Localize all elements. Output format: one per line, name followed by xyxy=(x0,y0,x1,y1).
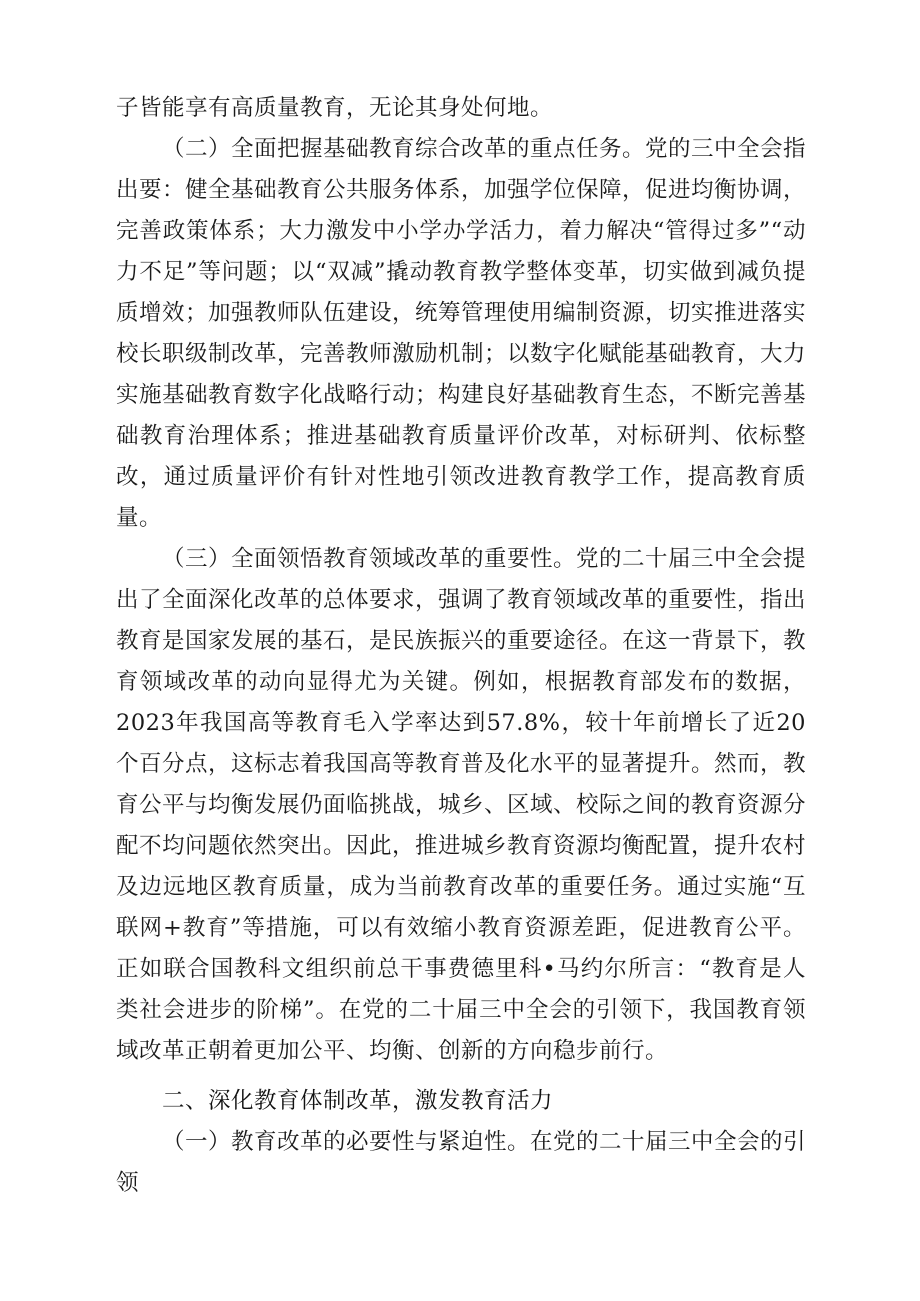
paragraph-reform-necessity: （一）教育改革的必要性与紧迫性。在党的二十届三中全会的引领 xyxy=(116,1129,807,1196)
paragraph-key-tasks: （二）全面把握基础教育综合改革的重点任务。党的三中全会指出要：健全基础教育公共服务体系，加强学位保障，促进均衡协调，完善政策体系；大力激发中小学办学活力，着力解决“管得过多”“动力不足”等问题；以“双减”撬动教育教学整体变革，切实做到减负提质增效；加强教师队伍建设，统筹管理使用编制资源，切实推进落实校长职级制改革，完善教师激励机制；以数字化赋能基础教育，大力实施基础教育数字化战略行动；构建良好基础教育生态，不断完善基础教育治理体系；推进基础教育质量评价改革，对标研判、依标整改，通过质量评价有针对性地引领改进教育教学工作，提高教育质量。 xyxy=(116,136,807,531)
paragraph-continued: 子皆能享有高质量教育，无论其身处何地。 xyxy=(116,95,554,121)
document-body xyxy=(116,88,806,1204)
paragraph-reform-importance: （三）全面领悟教育领域改革的重要性。党的二十届三中全会提出了全面深化改革的总体要求，强调了教育领域改革的重要性，指出教育是国家发展的基石，是民族振兴的重要途径。在这一背景下，教育领域改革的动向显得尤为关键。例如，根据教育部发布的数据，2023年我国高等教育毛入学率达到57.8%，较十年前增长了近20个百分点，这标志着我国高等教育普及化水平的显著提升。然而，教育公平与均衡发展仍面临挑战，城乡、区域、校际之间的教育资源分配不均问题依然突出。因此，推进城乡教育资源均衡配置，提升农村及边远地区教育质量，成为当前教育改革的重要任务。通过实施“互联网+教育”等措施，可以有效缩小教育资源差距，促进教育公平。正如联合国教科文组织前总干事费德里科•马约尔所言：“教育是人类社会进步的阶梯”。在党的二十届三中全会的引领下，我国教育领域改革正朝着更加公平、均衡、创新的方向稳步前行。 xyxy=(116,546,807,1064)
section-heading: 二、深化教育体制改革，激发教育活力 xyxy=(162,1088,554,1114)
